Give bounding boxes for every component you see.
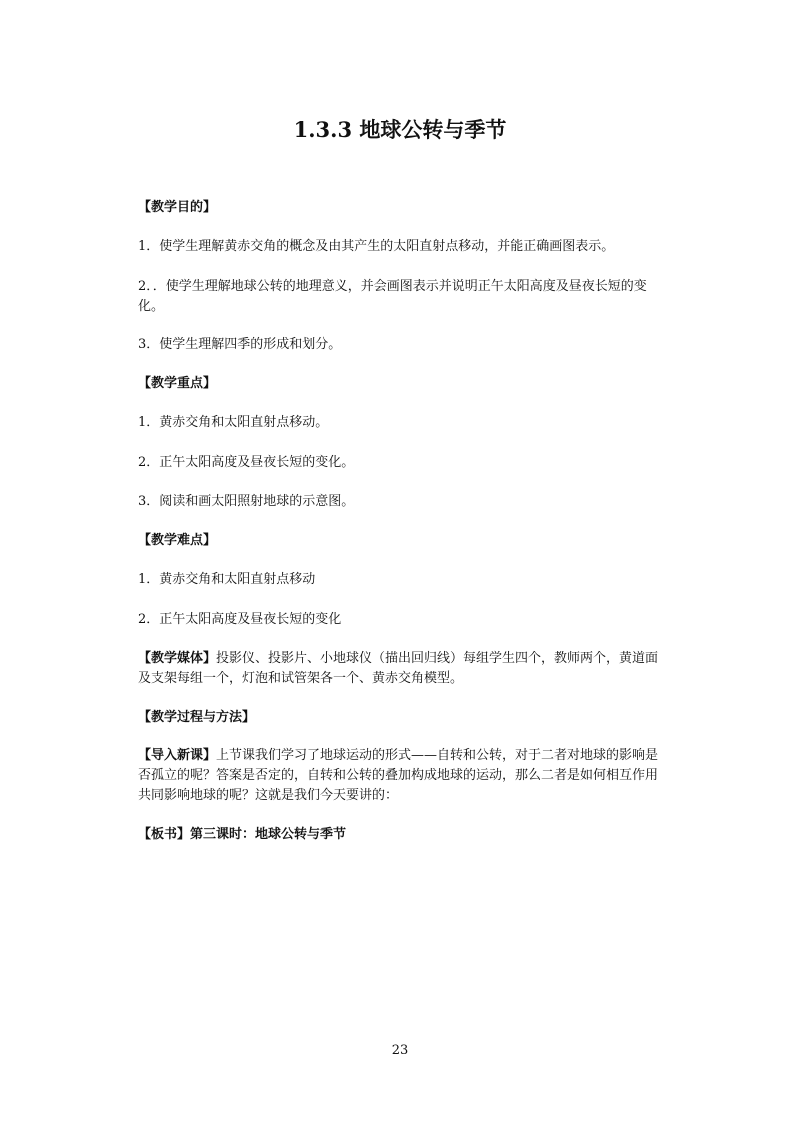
intro-text: 上节课我们学习了地球运动的形式——自转和公转，对于二者对地球的影响是否孤立的呢？答案是否定的，自转和公转的叠加构成地球的运动，那么二者是如何相互作用共同影响地球的呢？这就是我们今天要讲的： bbox=[138, 748, 659, 803]
difficulty-item-2: 2．正午太阳高度及昼夜长短的变化 bbox=[138, 612, 342, 627]
key-point-item-3: 3．阅读和画太阳照射地球的示意图。 bbox=[138, 494, 355, 509]
key-point-item-1: 1．黄赤交角和太阳直射点移动。 bbox=[138, 415, 329, 430]
intro-paragraph bbox=[138, 746, 666, 806]
difficulties-heading: 【教学难点】 bbox=[138, 533, 217, 548]
page-number: 23 bbox=[391, 1043, 409, 1058]
page-title: 1.3.3 地球公转与季节 bbox=[293, 117, 507, 142]
objective-item-2: 2．．使学生理解地球公转的地理意义，并会画图表示并说明正午太阳高度及昼夜长短的变化。 bbox=[138, 279, 647, 314]
board-paragraph bbox=[138, 825, 666, 845]
intro-label: 【导入新课】 bbox=[138, 748, 217, 763]
key-point-item-2: 2．正午太阳高度及昼夜长短的变化。 bbox=[138, 455, 355, 470]
media-text: 投影仪、投影片、小地球仪（描出回归线）每组学生四个，教师两个，黄道面及支架每组一个，灯泡和试管架各一个、黄赤交角模型。 bbox=[138, 651, 659, 686]
media-paragraph bbox=[138, 649, 666, 689]
media-label: 【教学媒体】 bbox=[138, 651, 217, 666]
objective-item-3: 3．使学生理解四季的形成和划分。 bbox=[138, 337, 342, 352]
objectives-heading: 【教学目的】 bbox=[138, 200, 217, 215]
difficulty-item-1: 1．黄赤交角和太阳直射点移动 bbox=[138, 572, 316, 587]
board-text: 第三课时：地球公转与季节 bbox=[190, 827, 347, 842]
objective-item-1: 1．使学生理解黄赤交角的概念及由其产生的太阳直射点移动，并能正确画图表示。 bbox=[138, 239, 615, 254]
board-label: 【板书】 bbox=[138, 827, 191, 842]
process-heading: 【教学过程与方法】 bbox=[138, 710, 256, 725]
key-points-heading: 【教学重点】 bbox=[138, 376, 217, 391]
